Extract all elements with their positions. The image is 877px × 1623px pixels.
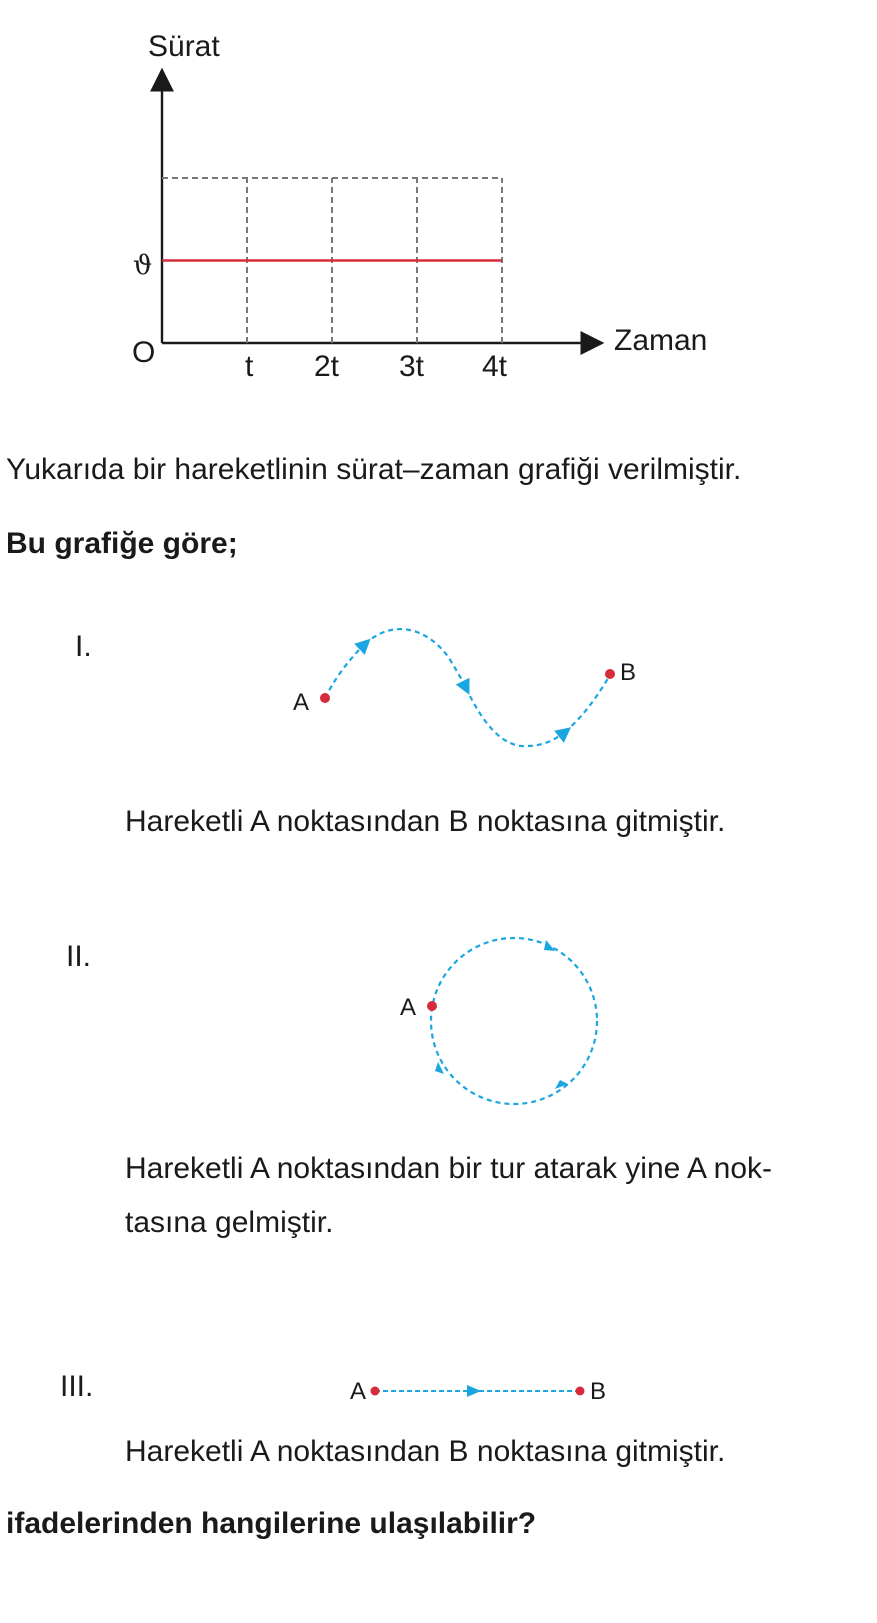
x-tick-label: 3t bbox=[399, 350, 425, 383]
y-axis-label: Sürat bbox=[148, 30, 220, 63]
origin-label: O bbox=[132, 336, 156, 369]
statement-text: Hareketli A noktasından bir tur atarak yine A nok- bbox=[125, 1152, 773, 1185]
statement-text: Hareketli A noktasından B noktasına gitmiştir. bbox=[125, 805, 726, 838]
x-axis-label: Zaman bbox=[614, 324, 708, 357]
x-tick-label: 2t bbox=[314, 350, 340, 383]
point-a-label: A bbox=[293, 689, 310, 716]
intro-text: Yukarıda bir hareketlinin sürat–zaman grafiği verilmiştir. bbox=[6, 453, 742, 486]
statement-numeral: I. bbox=[75, 630, 92, 663]
point-a-dot bbox=[371, 1387, 380, 1396]
point-b-dot bbox=[576, 1387, 585, 1396]
point-a-label: A bbox=[400, 994, 417, 1021]
statement-numeral: III. bbox=[60, 1370, 94, 1403]
question-text: ifadelerinden hangilerine ulaşılabilir? bbox=[6, 1507, 537, 1540]
x-tick-label: t bbox=[245, 350, 254, 383]
y-tick-label: ϑ bbox=[133, 250, 153, 281]
x-tick-label: 4t bbox=[482, 350, 508, 383]
statement-text: Hareketli A noktasından B noktasına gitmiştir. bbox=[125, 1435, 726, 1468]
point-b-label: B bbox=[620, 659, 637, 686]
statement-text-continued: tasına gelmiştir. bbox=[125, 1206, 334, 1239]
point-b-label: B bbox=[590, 1378, 607, 1405]
statement-numeral: II. bbox=[66, 940, 92, 973]
straight-path-arrow bbox=[467, 1385, 481, 1397]
prompt-text: Bu grafiğe göre; bbox=[6, 527, 238, 560]
point-a-label: A bbox=[350, 1378, 367, 1405]
